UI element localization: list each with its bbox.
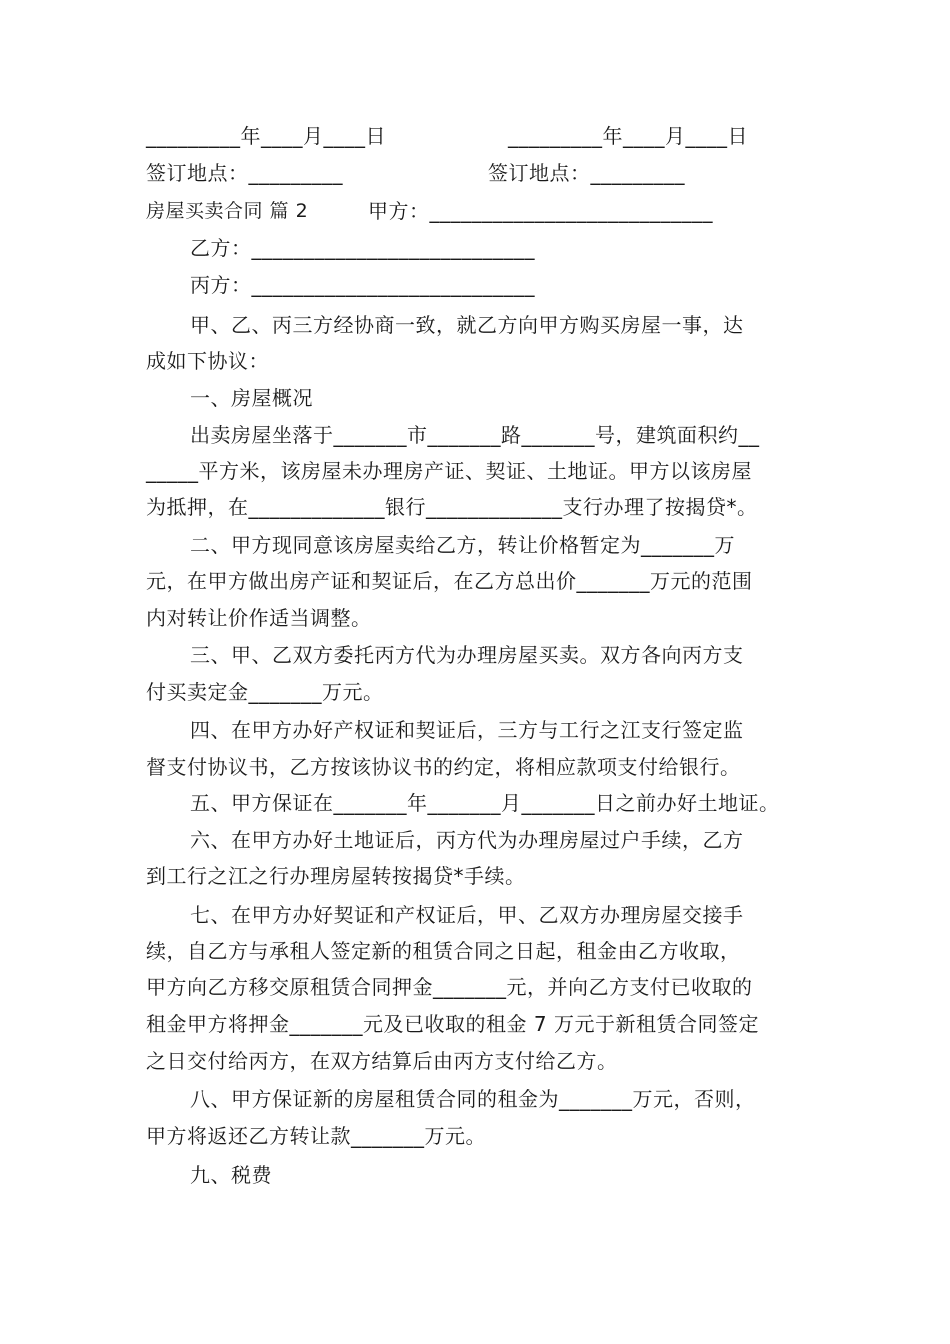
body-line: 为抵押，在_____________银行_____________支行办理了按揭贷*。 xyxy=(146,495,758,519)
party-b-line: 乙方：___________________________ xyxy=(190,236,535,260)
body-line: 八、甲方保证新的房屋租赁合同的租金为_______万元，否则， xyxy=(190,1087,756,1111)
body-line: 付买卖定金_______万元。 xyxy=(146,680,384,704)
contract-title: 房屋买卖合同 篇 2 xyxy=(146,200,309,222)
party-a-line: 甲方：___________________________ xyxy=(368,199,713,223)
body-line: 督支付协议书，乙方按该协议书的约定，将相应款项支付给银行。 xyxy=(146,755,741,779)
body-line: 五、甲方保证在_______年_______月_______日之前办好土地证。 xyxy=(190,791,780,815)
body-line: 三、甲、乙双方委托丙方代为办理房屋买卖。双方各向丙方支 xyxy=(190,643,744,667)
body-line: 到工行之江之行办理房屋转按揭贷*手续。 xyxy=(146,864,526,888)
section-heading: 一、房屋概况 xyxy=(190,386,313,410)
body-line: 成如下协议： xyxy=(146,349,269,373)
body-line: 元，在甲方做出房产证和契证后，在乙方总出价_______万元的范围 xyxy=(146,569,753,593)
body-line: 租金甲方将押金_______元及已收取的租金 7 万元于新租赁合同签定 xyxy=(146,1012,759,1036)
date-line-left: _________年____月____日 xyxy=(146,124,386,148)
body-line: 甲方将返还乙方转让款_______万元。 xyxy=(146,1124,486,1148)
date-line-right: _________年____月____日 xyxy=(508,124,748,148)
body-line: 甲方向乙方移交原租赁合同押金_______元，并向乙方支付已收取的 xyxy=(146,975,753,999)
body-line: 之日交付给丙方，在双方结算后由丙方支付给乙方。 xyxy=(146,1049,618,1073)
body-line: 二、甲方现同意该房屋卖给乙方，转让价格暂定为_______万 xyxy=(190,533,735,557)
body-line: 内对转让价作适当调整。 xyxy=(146,606,372,630)
body-line: 四、在甲方办好产权证和契证后，三方与工行之江支行签定监 xyxy=(190,718,744,742)
body-line: 七、在甲方办好契证和产权证后，甲、乙双方办理房屋交接手 xyxy=(190,903,744,927)
signing-place-left: 签订地点：_________ xyxy=(146,161,343,185)
section-heading: 九、税费 xyxy=(190,1163,272,1187)
body-line: 六、在甲方办好土地证后，丙方代为办理房屋过户手续，乙方 xyxy=(190,828,744,852)
body-line: _____平方米，该房屋未办理房产证、契证、土地证。甲方以该房屋 xyxy=(146,459,752,483)
body-line: 甲、乙、丙三方经协商一致，就乙方向甲方购买房屋一事，达 xyxy=(190,313,744,337)
body-line: 出卖房屋坐落于_______市_______路_______号，建筑面积约__ xyxy=(190,423,760,447)
body-line: 续，自乙方与承租人签定新的租赁合同之日起，租金由乙方收取， xyxy=(146,939,741,963)
party-c-line: 丙方：___________________________ xyxy=(190,273,535,297)
signing-place-right: 签订地点：_________ xyxy=(488,161,685,185)
